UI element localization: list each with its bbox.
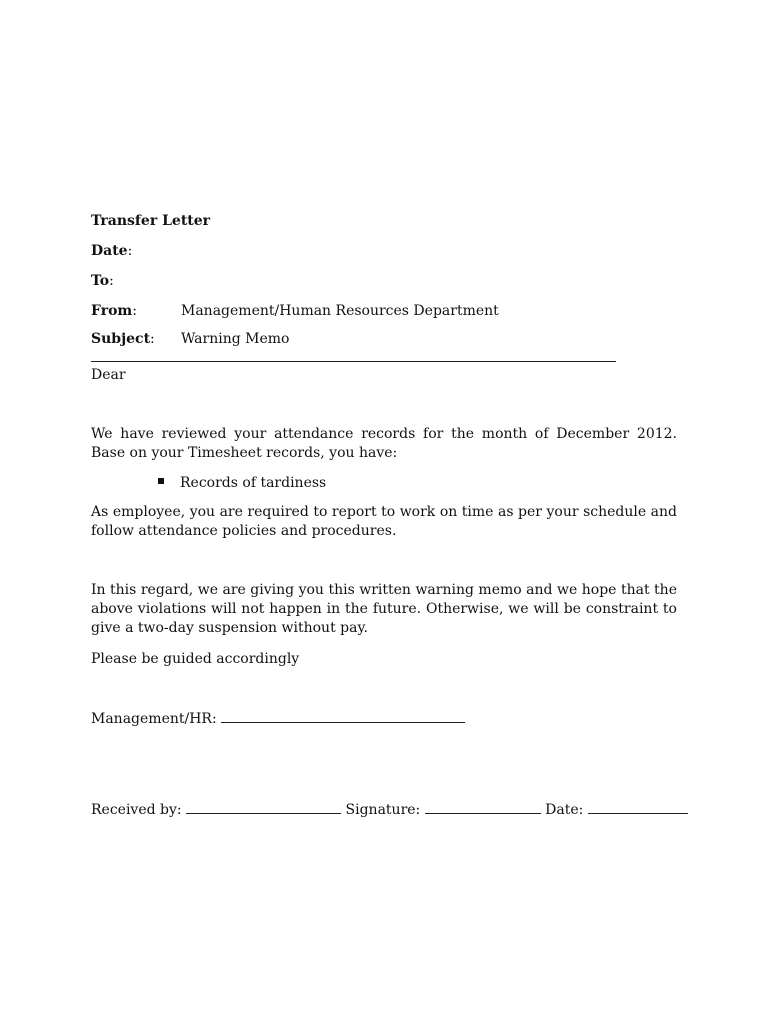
paragraph-3: In this regard, we are giving you this written warning memo and we hope that the above violations will not happen in the future. Otherwise, we will be constraint to give a two-day suspension without pay. — [91, 582, 677, 636]
date-label-2: Date: — [545, 802, 584, 818]
signature-blank — [425, 800, 541, 814]
from-line — [91, 302, 137, 321]
to-line — [91, 272, 114, 291]
from-label: From — [91, 303, 133, 319]
paragraph-2: As employee, you are required to report to work on time as per your schedule and follow attendance policies and procedures. — [91, 504, 677, 539]
to-colon: : — [109, 273, 114, 289]
date-colon: : — [127, 243, 133, 259]
date-line — [91, 242, 132, 261]
to-label: To — [91, 273, 110, 289]
bullet-icon — [158, 478, 164, 484]
salutation: Dear — [91, 367, 126, 383]
signature-label: Signature: — [345, 802, 421, 818]
list-item-text: Records of tardiness — [180, 475, 327, 491]
from-colon: : — [132, 303, 137, 319]
subject-colon: : — [150, 331, 155, 347]
management-label: Management/HR: — [91, 711, 217, 727]
received-by-label: Received by: — [91, 802, 182, 818]
subject-label: Subject — [91, 331, 151, 347]
receipt-line — [91, 800, 688, 820]
date-blank — [588, 800, 688, 814]
date-label: Date — [91, 243, 128, 259]
letter-title: Transfer Letter — [91, 213, 211, 229]
paragraph-1: We have reviewed your attendance records for the month of December 2012. Base on your Timesheet records, you have: — [91, 426, 677, 461]
management-signoff — [91, 709, 465, 729]
received-by-blank — [186, 800, 341, 814]
management-signature-blank — [221, 709, 465, 723]
subject-value: Warning Memo — [181, 331, 290, 347]
header-divider — [91, 361, 616, 362]
list-item — [158, 474, 326, 493]
subject-line — [91, 330, 155, 349]
closing-line: Please be guided accordingly — [91, 651, 300, 667]
from-value: Management/Human Resources Department — [181, 303, 499, 319]
